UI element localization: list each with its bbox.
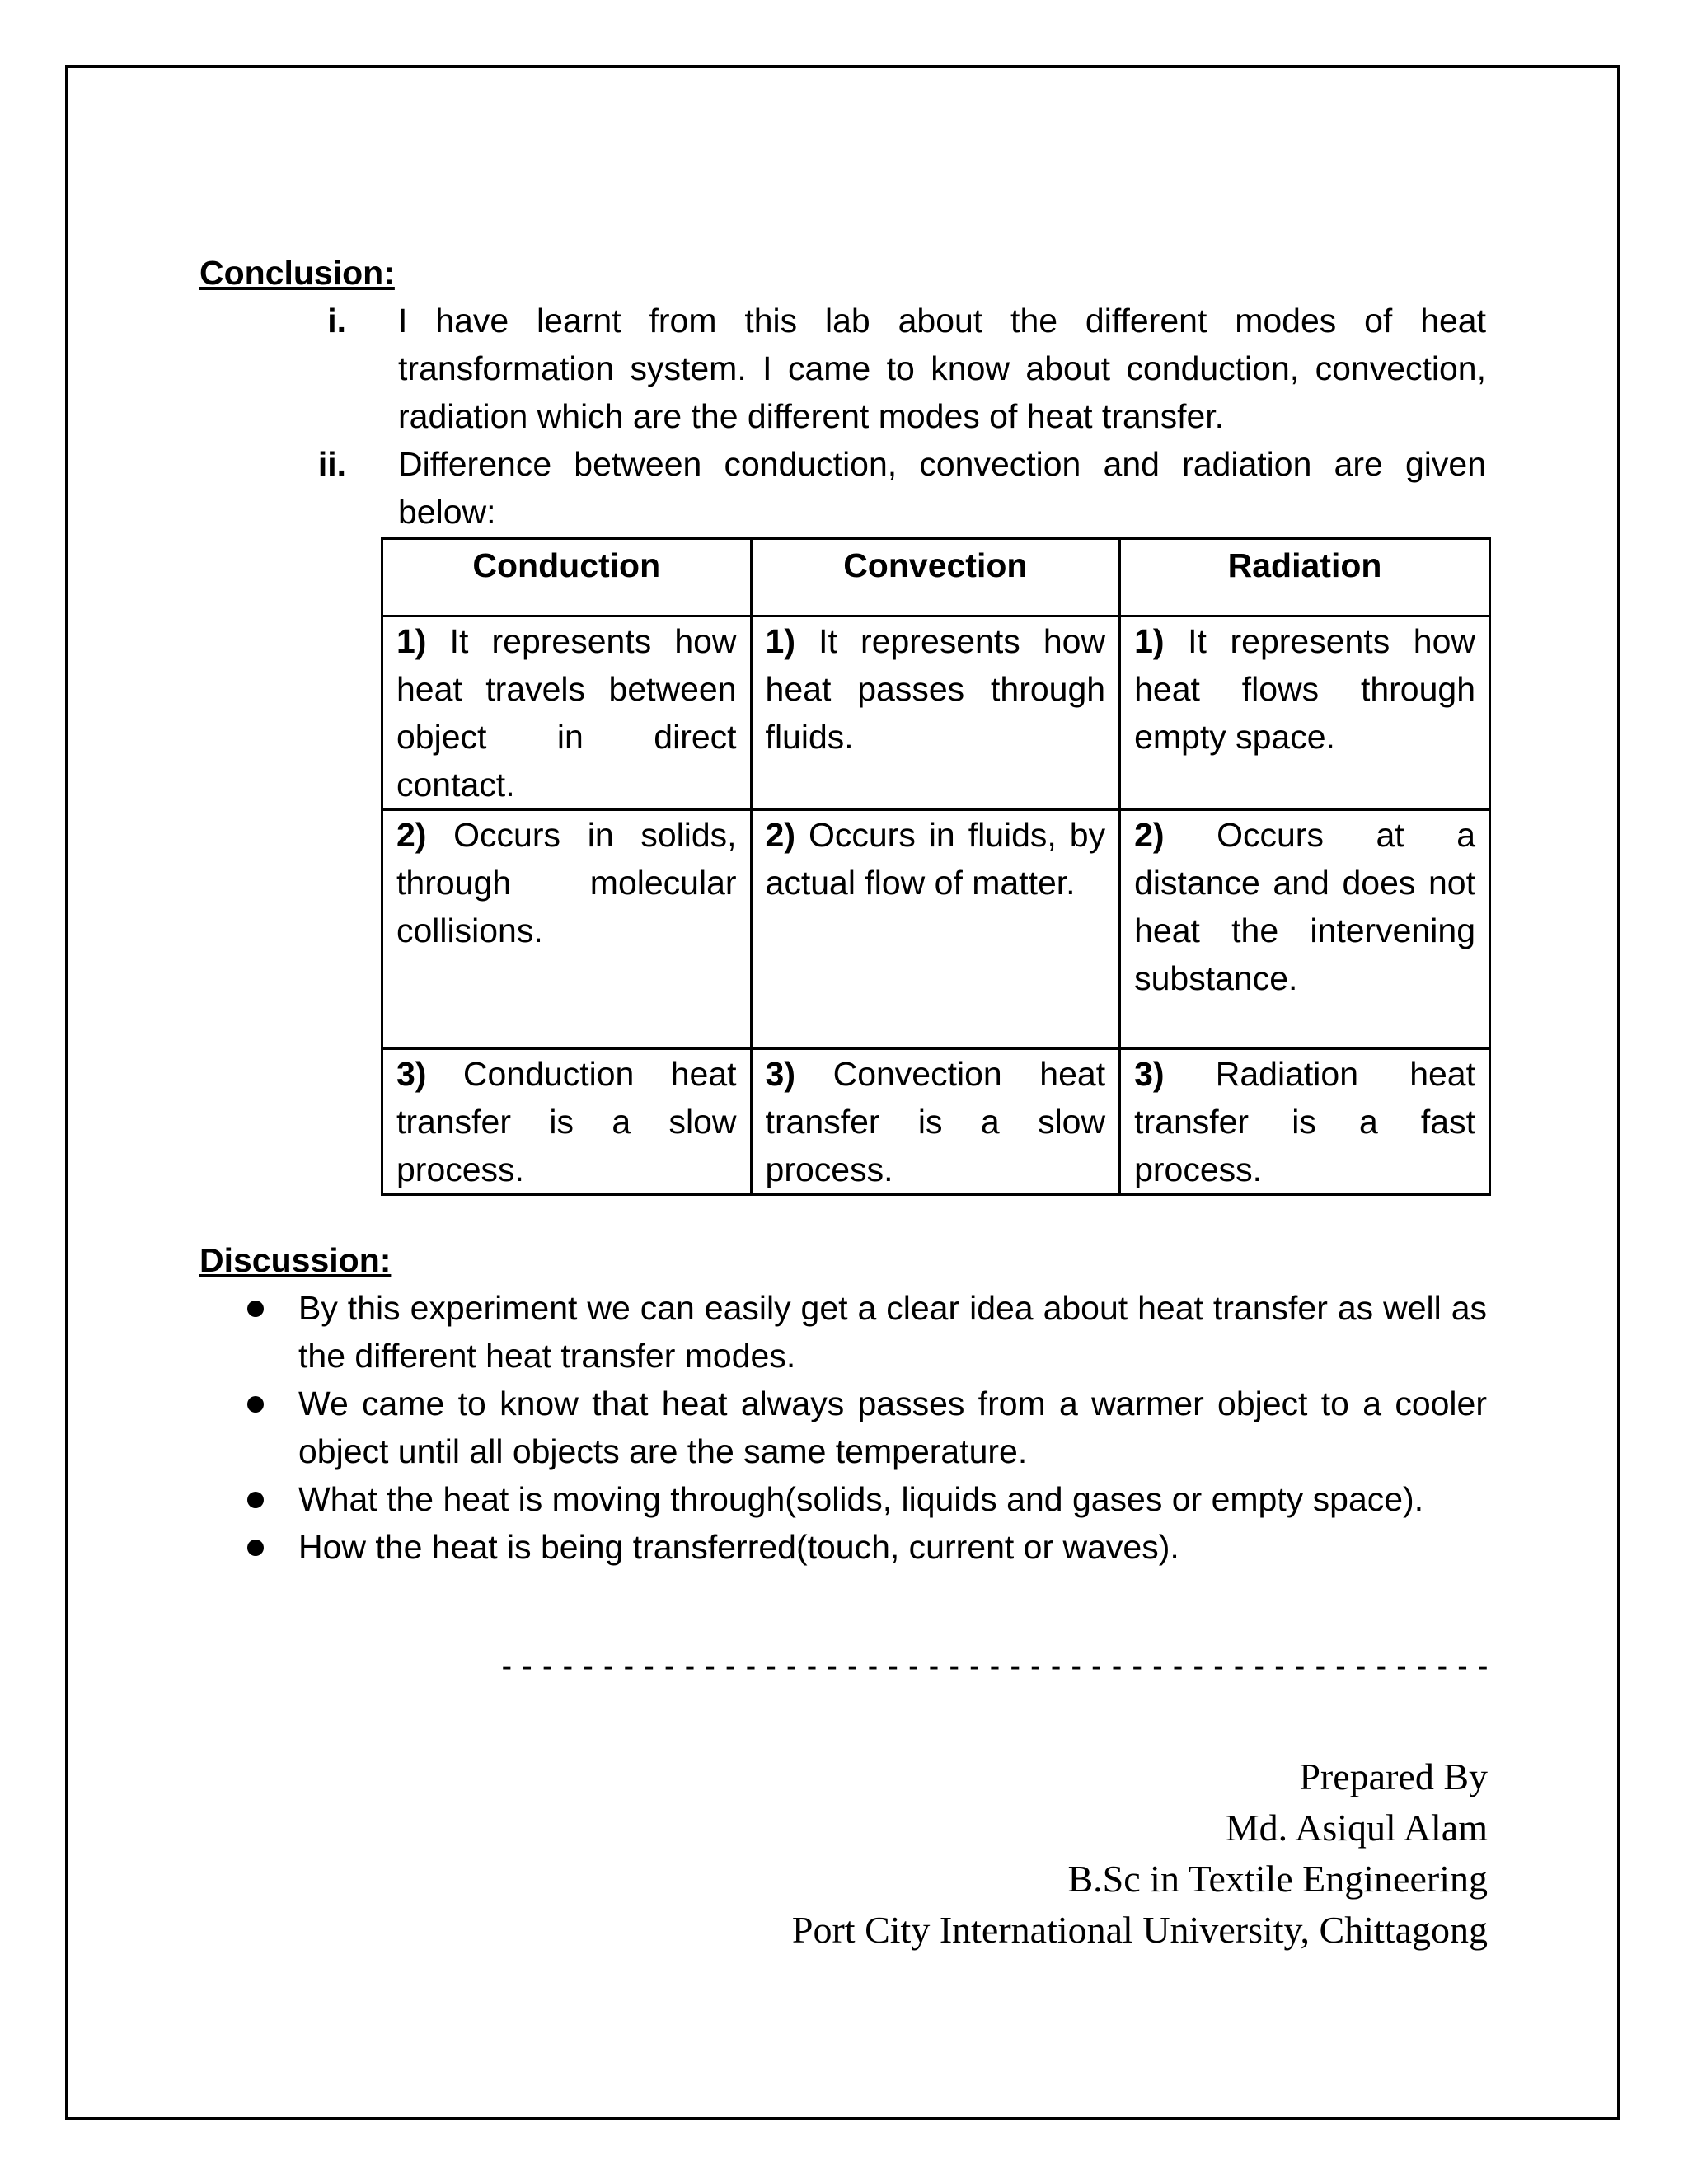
table-cell bbox=[382, 1049, 752, 1195]
header-radiation: Radiation bbox=[1120, 539, 1490, 616]
item-number: 1) bbox=[1134, 622, 1165, 660]
table-row bbox=[382, 616, 1490, 810]
author-university: Port City International University, Chittagong bbox=[791, 1909, 1488, 1951]
author-name: Md. Asiqul Alam bbox=[1225, 1807, 1488, 1849]
bullet-icon bbox=[247, 1301, 264, 1317]
list-number: ii. bbox=[317, 445, 346, 483]
bullet-icon bbox=[247, 1492, 264, 1508]
dashed-divider: ------------------------------------------------- bbox=[498, 1650, 1495, 1684]
table-cell bbox=[382, 616, 752, 810]
table-header-row bbox=[382, 539, 1490, 616]
bullet-icon bbox=[247, 1540, 264, 1556]
item-number: 3) bbox=[765, 1055, 796, 1093]
cell-text: Conduction heat transfer is a slow process. bbox=[396, 1055, 737, 1188]
item-number: 1) bbox=[765, 622, 796, 660]
cell-text: It represents how heat flows through empty space. bbox=[1134, 622, 1475, 756]
author-degree: B.Sc in Textile Engineering bbox=[1067, 1858, 1488, 1900]
item-number: 2) bbox=[765, 816, 796, 854]
comparison-table bbox=[381, 537, 1491, 1196]
table-cell bbox=[751, 810, 1120, 1049]
item-number: 1) bbox=[396, 622, 427, 660]
discussion-item-4: How the heat is being transferred(touch, current or waves). bbox=[298, 1528, 1179, 1566]
table-row bbox=[382, 810, 1490, 1049]
discussion-item-3: What the heat is moving through(solids, liquids and gases or empty space). bbox=[298, 1480, 1424, 1518]
cell-text: Occurs in solids, through molecular collisions. bbox=[396, 816, 737, 949]
conclusion-item-1: I have learnt from this lab about the different modes of heat transformation system. I came to know about conduction, convection, radiation which are the different modes of heat transfer. bbox=[398, 302, 1486, 435]
table-row bbox=[382, 1049, 1490, 1195]
bullet-icon bbox=[247, 1396, 264, 1413]
discussion-heading: Discussion: bbox=[199, 1241, 392, 1279]
table-cell bbox=[1120, 616, 1490, 810]
item-number: 3) bbox=[396, 1055, 427, 1093]
discussion-item-1: By this experiment we can easily get a clear idea about heat transfer as well as the different heat transfer modes. bbox=[298, 1289, 1487, 1375]
item-number: 2) bbox=[1134, 816, 1165, 854]
cell-text: Occurs in fluids, by actual flow of matter. bbox=[765, 816, 1106, 902]
prepared-by-label: Prepared By bbox=[1299, 1755, 1488, 1797]
item-number: 2) bbox=[396, 816, 427, 854]
header-convection: Convection bbox=[751, 539, 1120, 616]
header-conduction: Conduction bbox=[382, 539, 752, 616]
discussion-item-2: We came to know that heat always passes from a warmer object to a cooler object until all objects are the same temperature. bbox=[298, 1385, 1487, 1470]
table-cell bbox=[1120, 810, 1490, 1049]
conclusion-item-2: Difference between conduction, convection and radiation are given below: bbox=[398, 445, 1486, 531]
table-cell bbox=[751, 1049, 1120, 1195]
table-cell bbox=[382, 810, 752, 1049]
cell-text: It represents how heat passes through fluids. bbox=[765, 622, 1106, 756]
table-cell bbox=[1120, 1049, 1490, 1195]
cell-text: Occurs at a distance and does not heat the intervening substance. bbox=[1134, 816, 1475, 997]
item-number: 3) bbox=[1134, 1055, 1165, 1093]
table-cell bbox=[751, 616, 1120, 810]
cell-text: Convection heat transfer is a slow process. bbox=[765, 1055, 1106, 1188]
cell-text: It represents how heat travels between object in direct contact. bbox=[396, 622, 737, 804]
conclusion-heading: Conclusion: bbox=[199, 254, 395, 292]
list-number: i. bbox=[327, 302, 346, 340]
cell-text: Radiation heat transfer is a fast process. bbox=[1134, 1055, 1475, 1188]
